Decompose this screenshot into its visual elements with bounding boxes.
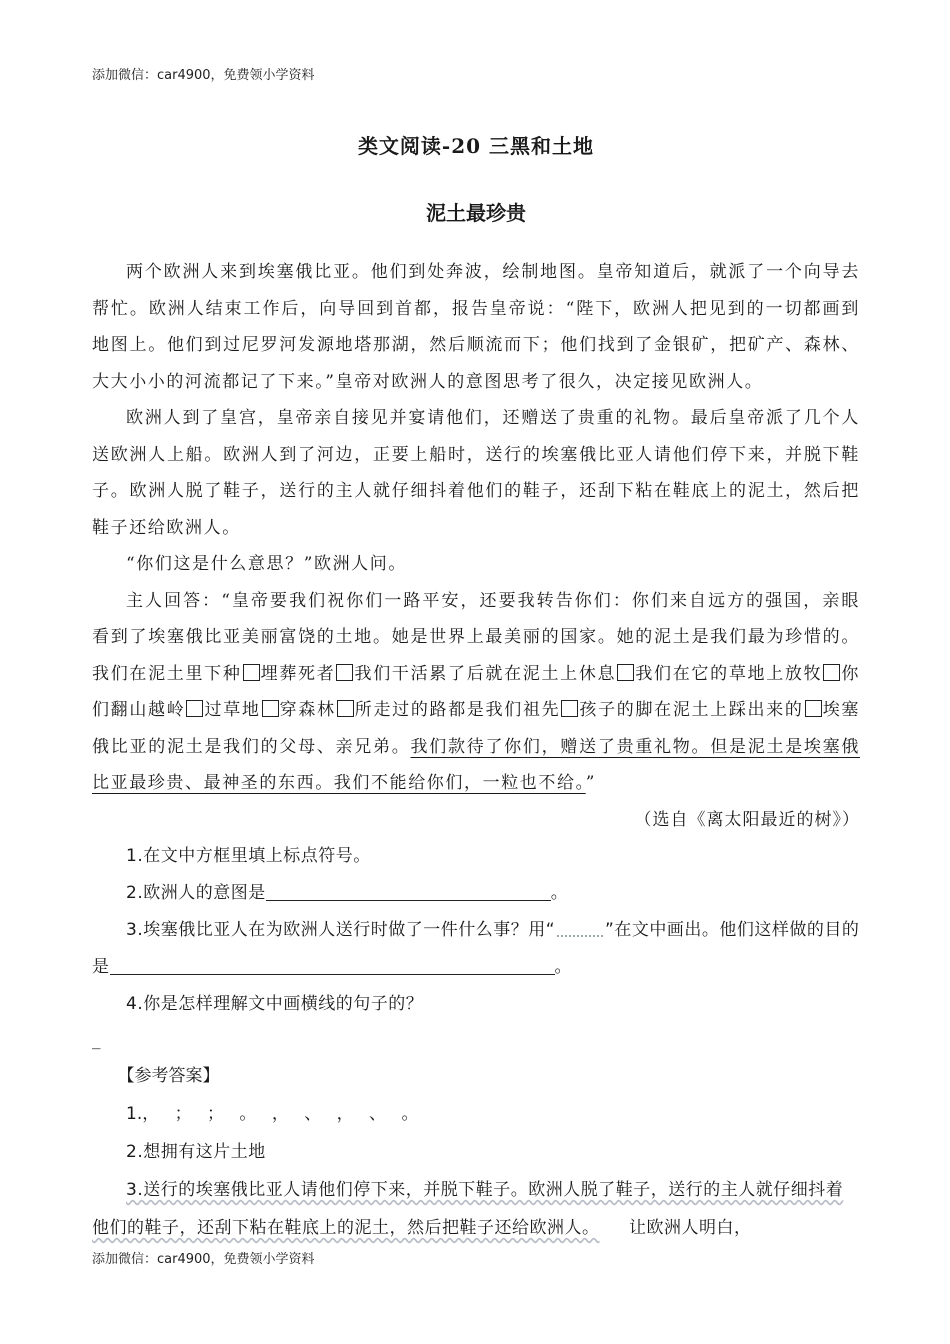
punct-box[interactable] — [336, 664, 353, 681]
punct-box[interactable] — [186, 700, 203, 717]
source-citation: （选自《离太阳最近的树》） — [634, 809, 860, 830]
watermark-bottom: 添加微信：car4900，免费领小学资料 — [92, 1252, 315, 1267]
answer-dash: _ — [92, 1029, 101, 1050]
answer-blank-2[interactable] — [266, 882, 551, 901]
answer-heading: 【参考答案】 — [117, 1065, 220, 1086]
question-4: 4.你是怎样理解文中画横线的句子的？ — [126, 993, 424, 1014]
punct-box[interactable] — [337, 700, 354, 717]
punct-box[interactable] — [805, 700, 822, 717]
punct-box[interactable] — [561, 700, 578, 717]
answer-blank-3[interactable] — [110, 956, 555, 975]
punct-box[interactable] — [262, 700, 279, 717]
underlined-sentence: 我们款待了你们，赠送了贵重礼物。但是泥土是埃塞俄比亚最珍贵、最神圣的东西。我们不能给你们，一粒也不给。 — [92, 736, 860, 793]
answer-1: 1.， ； ； 。 ， 、 ， 、 。 — [126, 1103, 419, 1124]
question-3: 3.埃塞俄比亚人在为欧洲人送行时做了一件什么事？用“ ”在文中画出。他们这样做的目的是 。 — [92, 919, 860, 977]
punct-box[interactable] — [617, 664, 634, 681]
question-1: 1.在文中方框里填上标点符号。 — [126, 845, 371, 866]
paragraph-1: 两个欧洲人来到埃塞俄比亚。他们到处奔波，绘制地图。皇帝知道后，就派了一个向导去帮忙。欧洲人结束工作后，向导回到首都，报告皇帝说：“陛下，欧洲人把见到的一切都画到地图上。他们到过尼罗河发源地塔那湖，然后顺流而下；他们找到了金银矿，把矿产、森林、大大小小的河流都记了下来。”皇帝对欧洲人的意图思考了很久，决定接见欧洲人。 — [92, 262, 860, 392]
question-2: 2.欧洲人的意图是 。 — [126, 882, 569, 903]
answer-2: 2.想拥有这片土地 — [126, 1141, 266, 1162]
punct-box[interactable] — [243, 664, 260, 681]
watermark-top: 添加微信：car4900，免费领小学资料 — [92, 68, 315, 83]
paragraph-2: 欧洲人到了皇宫，皇帝亲自接见并宴请他们，还赠送了贵重的礼物。最后皇帝派了几个人送欧洲人上船。欧洲人到了河边，正要上船时，送行的埃塞俄比亚人请他们停下来，并脱下鞋子。欧洲人脱了鞋子，送行的主人就仔细抖着他们的鞋子，还刮下粘在鞋底上的泥土，然后把鞋子还给欧洲人。 — [92, 408, 860, 538]
paragraph-3: “你们这是什么意思？”欧洲人问。 — [126, 554, 407, 574]
paragraph-4: 主人回答：“皇帝要我们祝你们一路平安，还要我转告你们：你们来自远方的强国，亲眼看到了埃塞俄比亚美丽富饶的土地。她是世界上最美丽的国家。她的泥土是我们最为珍惜的。我们在泥土里下种 埋葬死者 我们干活累了后就在泥土上休息 我们在它的草地上放牧 你们翻山越岭 过草地 穿森林 所走过的路都是我们祖先 孩子的脚在泥土上踩出来的 埃塞俄比亚的泥土是我们的父母、亲兄弟。我们款待了你们，赠送了贵重礼物。但是泥土是埃塞俄比亚最珍贵、最神圣的东西。我们不能给你们，一粒也不给。” — [92, 590, 860, 793]
page-title: 类文阅读-20 三黑和土地 — [357, 134, 595, 158]
wavy-line-symbol — [557, 925, 603, 937]
punct-box[interactable] — [823, 664, 840, 681]
answer-3: 3.送行的埃塞俄比亚人请他们停下来，并脱下鞋子。欧洲人脱了鞋子，送行的主人就仔细抖着他们的鞋子，还刮下粘在鞋底上的泥土，然后把鞋子还给欧洲人。 让欧洲人明白， — [92, 1179, 844, 1238]
document-page — [92, 120, 860, 1247]
article-title: 泥土最珍贵 — [426, 201, 526, 225]
